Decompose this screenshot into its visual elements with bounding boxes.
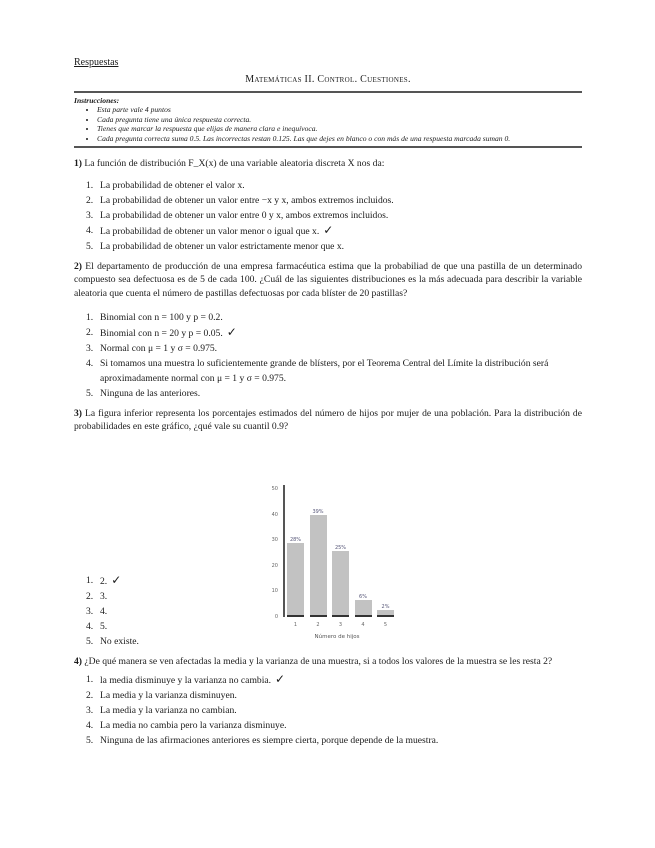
answer-option[interactable]: [86, 672, 582, 688]
bar: [355, 600, 372, 617]
instructions-block: [74, 93, 582, 143]
divider: [74, 146, 582, 148]
option-label: 3.: [100, 591, 108, 603]
bar-value-label: 6%: [359, 593, 367, 600]
answer-option[interactable]: [86, 356, 582, 386]
option-number: 3.: [86, 606, 94, 618]
document-title: Matemáticas II. Control. Cuestiones.: [245, 74, 411, 85]
option-text: [100, 718, 582, 733]
answer-option[interactable]: [86, 223, 582, 239]
answer-option[interactable]: [86, 718, 582, 733]
answer-option[interactable]: [86, 239, 582, 254]
option-number: 3.: [86, 210, 94, 222]
option-text: [100, 178, 582, 193]
question-number: 2): [74, 261, 82, 273]
option-number: 5.: [86, 387, 94, 399]
option-number: 2.: [86, 326, 94, 338]
x-tick-label: 1: [293, 622, 298, 628]
question-1: [74, 157, 582, 170]
option-number: 1.: [86, 575, 94, 587]
option-number: 5.: [86, 241, 94, 253]
question-text: La función de distribución F_X(x) de una variable aleatoria discreta X nos da:: [84, 158, 385, 169]
bar: [310, 515, 327, 617]
option-text: [100, 672, 582, 688]
question-2: [74, 260, 582, 300]
instruction-item: • Cada pregunta correcta suma 0.5. Las incorrectas restan 0.125. Las que dejes en blanco o con más de una respuesta marcada suman 0.: [97, 134, 582, 144]
x-axis-label: Número de hijos: [314, 634, 360, 640]
y-tick-label: 0: [274, 614, 278, 620]
option-label: La media y la varianza disminuyen.: [100, 690, 237, 702]
checkmark-icon: ✓: [226, 324, 237, 339]
option-number: 4.: [86, 357, 94, 369]
option-text: [100, 688, 582, 703]
option-text: [100, 341, 582, 356]
option-label: 5.: [100, 621, 108, 633]
option-text: [100, 193, 582, 208]
question-number: 4): [74, 656, 82, 668]
option-number: 3.: [86, 342, 94, 354]
question-4: [74, 655, 582, 668]
instructions-title: Instrucciones:: [74, 96, 120, 105]
question-number: 3): [74, 407, 82, 419]
question-4-options: [74, 672, 582, 748]
option-label: La probabilidad de obtener un valor estrictamente menor que x.: [100, 241, 345, 253]
option-number: 4.: [86, 225, 94, 237]
option-text: [100, 325, 582, 341]
bar: [287, 543, 304, 617]
bar-value-label: 39%: [312, 509, 324, 516]
option-text: [100, 310, 582, 325]
option-text: [100, 208, 582, 223]
bar-chart: [262, 482, 390, 642]
answer-option[interactable]: [86, 193, 582, 208]
option-text: [100, 733, 582, 748]
y-axis: [283, 485, 285, 617]
y-tick-label: 10: [271, 588, 278, 595]
option-number: 1.: [86, 180, 94, 192]
question-3: [74, 407, 582, 433]
checkmark-icon: ✓: [323, 223, 334, 238]
answer-option[interactable]: [86, 733, 582, 748]
instruction-item: • Esta parte vale 4 puntos: [97, 105, 582, 115]
option-label: 2.: [100, 576, 108, 588]
option-label: No existe.: [100, 636, 139, 648]
question-text: ¿De qué manera se ven afectadas la media y la varianza de una muestra, si a todos los valores de la muestra se les resta 2?: [84, 656, 553, 668]
document-page: [74, 57, 582, 748]
option-number: 1.: [86, 311, 94, 323]
option-label: Ninguna de las anteriores.: [100, 387, 201, 399]
y-tick-label: 20: [271, 562, 278, 569]
option-label: Binomial con n = 100 y p = 0.2.: [100, 311, 223, 323]
option-number: 3.: [86, 705, 94, 717]
x-tick-label: 2: [316, 622, 320, 628]
option-number: 4.: [86, 720, 94, 732]
answer-option[interactable]: [86, 325, 582, 341]
option-label: Binomial con n = 20 y p = 0.05.: [100, 327, 223, 339]
option-label: La media y la varianza no cambian.: [100, 705, 237, 717]
answer-option[interactable]: [86, 703, 582, 718]
answer-option[interactable]: [86, 386, 582, 401]
option-label: La probabilidad de obtener un valor menor o igual que x.: [100, 226, 320, 238]
answer-option[interactable]: [86, 208, 582, 223]
option-number: 1.: [86, 674, 94, 686]
option-number: 2.: [86, 195, 94, 207]
option-text: [100, 356, 582, 386]
instructions-list: [74, 105, 582, 143]
bar-value-label: 28%: [289, 537, 302, 544]
respuestas-link[interactable]: Respuestas: [74, 57, 119, 68]
checkmark-icon: ✓: [111, 573, 122, 588]
question-text: El departamento de producción de una empresa farmacéutica estima que la probabiliad de que una pastilla de un determinado compuesto sea defectuosa es de 5 de cada 100. ¿Cuál de las siguientes distribuciones es la más adecuada para describir la variable aleatoria que cuenta el número de pastillas defectuosas por cada blíster de 20 pastillas?: [74, 261, 583, 299]
answer-option[interactable]: [86, 310, 582, 325]
option-text: [100, 386, 582, 401]
question-text: La figura inferior representa los porcentajes estimados del número de hijos por mujer de una población. Para la distribución de probabilidades en este gráfico, ¿qué vale su cuantil 0.9?: [74, 407, 582, 433]
option-text: [100, 703, 582, 718]
option-label: Si tomamos una muestra lo suficientemente grande de blísters, por el Teorema Central del Límite la distribución será aproximadamente normal con μ = 1 y σ = 0.975.: [100, 357, 549, 384]
question-2-options: [74, 310, 582, 401]
x-tick-label: 5: [383, 622, 388, 628]
option-text: [100, 239, 582, 254]
option-number: 2.: [86, 591, 94, 603]
option-label: La probabilidad de obtener un valor entre 0 y x, ambos extremos incluidos.: [100, 210, 389, 222]
x-tick-label: 3: [338, 622, 343, 628]
bar: [377, 610, 394, 617]
bar-value-label: 2%: [381, 603, 390, 610]
option-number: 4.: [86, 621, 94, 633]
option-label: Ninguna de las afirmaciones anteriores es siempre cierta, porque depende de la muestra.: [100, 735, 439, 747]
question-number: 1): [74, 158, 82, 169]
option-number: 5.: [86, 636, 94, 648]
answer-option[interactable]: [86, 341, 582, 356]
bar-value-label: 25%: [334, 545, 347, 551]
y-tick-label: 50: [271, 486, 278, 492]
instruction-item: • Cada pregunta tiene una única respuesta correcta.: [97, 115, 582, 125]
option-text: [100, 223, 582, 239]
checkmark-icon: ✓: [275, 672, 286, 687]
x-tick-label: 4: [361, 622, 365, 628]
option-label: La probabilidad de obtener el valor x.: [100, 180, 245, 192]
y-tick-label: 30: [271, 537, 278, 544]
option-label: 4.: [100, 606, 108, 618]
y-tick-label: 40: [271, 511, 278, 518]
instruction-item: • Tienes que marcar la respuesta que elijas de manera clara e inequívoca.: [97, 124, 582, 134]
answer-option[interactable]: [86, 178, 582, 193]
bar: [332, 551, 349, 617]
option-number: 5.: [86, 735, 94, 747]
question-1-options: [74, 178, 582, 254]
option-label: La probabilidad de obtener un valor entre −x y x, ambos extremos incluidos.: [100, 195, 394, 207]
option-label: la media disminuye y la varianza no cambia.: [100, 675, 272, 687]
option-label: Normal con μ = 1 y σ = 0.975.: [100, 342, 218, 354]
option-number: 2.: [86, 690, 94, 702]
option-label: La media no cambia pero la varianza disminuye.: [100, 720, 287, 732]
answer-option[interactable]: [86, 688, 582, 703]
